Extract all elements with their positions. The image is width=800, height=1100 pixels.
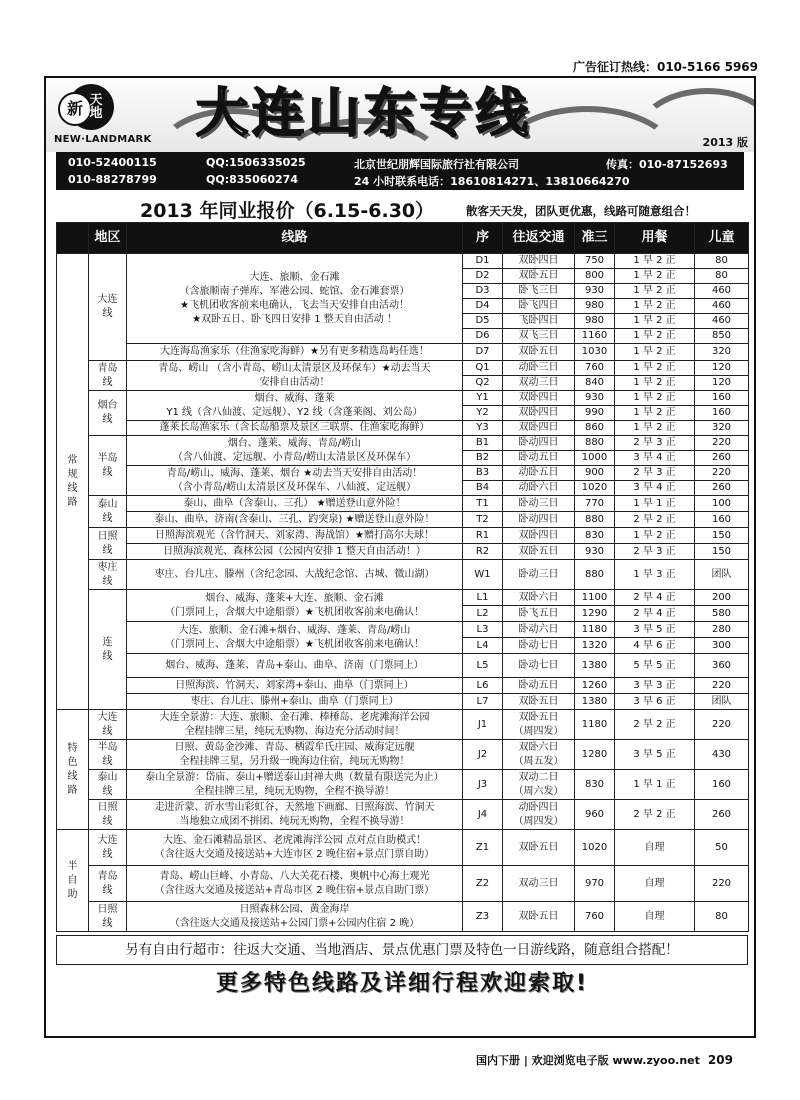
route-cell: 烟台、蓬莱、威海、青岛/崂山 （含八仙渡、定远舰、小青岛/崂山太清景区及环保车）	[127, 436, 463, 466]
meal-cell: 自理	[615, 830, 695, 866]
transport-cell: 动卧三日	[503, 361, 575, 376]
route-cell: 日照森林公园、黄金海岸 （含往返大交通及接送站+公园门票+公园内住宿 2 晚）	[127, 902, 463, 932]
transport-cell: 卧飞三日	[503, 284, 575, 299]
region-cell: 大连 线	[89, 254, 127, 361]
table-row	[57, 361, 749, 376]
seq-cell: Z2	[463, 866, 503, 902]
transport-cell: 卧动五日	[503, 678, 575, 694]
route-cell: 日照、黄岛金沙滩、青岛、栖霞牟氏庄园、威海定远舰 全程挂牌三星，另升级一晚海边住宿，纯玩无购物！	[127, 740, 463, 770]
price-cell: 990	[575, 406, 615, 421]
category-semi: 半 自 助	[57, 830, 89, 932]
child-price-cell: 160	[695, 391, 749, 406]
transport-cell: 双卧五日	[503, 269, 575, 284]
transport-cell: 飞卧四日	[503, 314, 575, 329]
child-price-cell: 150	[695, 528, 749, 544]
table-row	[57, 421, 749, 436]
seq-cell: Z3	[463, 902, 503, 932]
header-price: 准三	[575, 223, 615, 254]
seq-cell: L7	[463, 694, 503, 710]
transport-cell: 双卧四日	[503, 406, 575, 421]
child-price-cell: 220	[695, 866, 749, 902]
route-cell: 泰山全景游：岱庙、泰山+赠送泰山封禅大典（数量有限送完为止） 全程挂牌三星，纯玩无购物，全程不换导游！	[127, 770, 463, 800]
seq-cell: D6	[463, 329, 503, 344]
meal-cell: 1 早 2 正	[615, 329, 695, 344]
price-cell: 800	[575, 269, 615, 284]
table-row	[57, 436, 749, 451]
price-cell: 1380	[575, 654, 615, 678]
table-row	[57, 560, 749, 590]
meal-cell: 1 早 1 正	[615, 770, 695, 800]
child-price-cell: 团队	[695, 694, 749, 710]
table-row	[57, 528, 749, 544]
category-regular: 常 规 线 路	[57, 254, 89, 710]
region-cell: 大连 线	[89, 710, 127, 740]
category-special: 特 色 线 路	[57, 710, 89, 830]
table-row	[57, 466, 749, 481]
child-price-cell: 100	[695, 496, 749, 512]
meal-cell: 1 早 2 正	[615, 528, 695, 544]
child-price-cell: 220	[695, 436, 749, 451]
meal-cell: 1 早 2 正	[615, 376, 695, 391]
child-price-cell: 360	[695, 654, 749, 678]
transport-cell: 卧飞四日	[503, 299, 575, 314]
region-cell: 青岛 线	[89, 866, 127, 902]
transport-cell: 卧动七日	[503, 654, 575, 678]
child-price-cell: 团队	[695, 560, 749, 590]
meal-cell: 2 早 2 正	[615, 800, 695, 830]
seq-cell: B2	[463, 451, 503, 466]
seq-cell: D1	[463, 254, 503, 269]
price-cell: 840	[575, 376, 615, 391]
child-price-cell: 50	[695, 830, 749, 866]
edition-label: 2013 版	[702, 136, 748, 149]
meal-cell: 1 早 2 正	[615, 361, 695, 376]
price-cell: 750	[575, 254, 615, 269]
transport-cell: 动卧四日 （周四发）	[503, 800, 575, 830]
meal-cell: 1 早 2 正	[615, 391, 695, 406]
child-price-cell: 80	[695, 269, 749, 284]
meal-cell: 1 早 2 正	[615, 269, 695, 284]
region-cell: 烟台 线	[89, 391, 127, 436]
region-cell: 泰山 线	[89, 496, 127, 528]
child-price-cell: 220	[695, 678, 749, 694]
table-row	[57, 678, 749, 694]
table-row	[57, 512, 749, 528]
price-cell: 770	[575, 496, 615, 512]
price-cell: 760	[575, 902, 615, 932]
price-cell: 880	[575, 512, 615, 528]
child-price-cell: 850	[695, 329, 749, 344]
fax-number: 传真：010-87152693	[606, 158, 728, 171]
seq-cell: L1	[463, 590, 503, 606]
table-row	[57, 770, 749, 800]
child-price-cell: 80	[695, 902, 749, 932]
price-cell: 860	[575, 421, 615, 436]
route-cell: 泰山、曲阜（含泰山、三孔） ★赠送登山意外险！	[127, 496, 463, 512]
price-cell: 1320	[575, 638, 615, 654]
qq-2: QQ:835060274	[206, 173, 298, 186]
price-cell: 1180	[575, 622, 615, 638]
seq-cell: J2	[463, 740, 503, 770]
meal-cell: 1 早 2 正	[615, 284, 695, 299]
region-cell: 大连 线	[89, 830, 127, 866]
child-price-cell: 120	[695, 361, 749, 376]
route-cell: 泰山、曲阜、济南(含泰山、三孔、趵突泉) ★赠送登山意外险！	[127, 512, 463, 528]
seq-cell: R1	[463, 528, 503, 544]
child-price-cell: 320	[695, 421, 749, 436]
route-cell: 大连海岛渔家乐（住渔家吃海鲜）★另有更多精选岛屿任选！	[127, 344, 463, 361]
price-title: 2013 年同业报价（6.15-6.30）	[140, 200, 435, 222]
meal-cell: 2 早 2 正	[615, 710, 695, 740]
header-banner	[46, 78, 754, 152]
meal-cell: 1 早 2 正	[615, 421, 695, 436]
route-cell: 烟台、威海、蓬莱、青岛+泰山、曲阜、济南（门票同上）	[127, 654, 463, 678]
header-transport: 往返交通	[503, 223, 575, 254]
price-cell: 930	[575, 544, 615, 560]
child-price-cell: 220	[695, 710, 749, 740]
route-cell: 青岛、崂山 （含小青岛、崂山太清景区及环保车）★动去当天 安排自由活动！	[127, 361, 463, 391]
transport-cell: 卧动五日	[503, 451, 575, 466]
seq-cell: Y3	[463, 421, 503, 436]
transport-cell: 双卧六日 （周五发）	[503, 740, 575, 770]
table-row	[57, 654, 749, 678]
route-cell: 日照海滨观光、森林公园（公园内安排 1 整天自由活动！）	[127, 544, 463, 560]
child-price-cell: 160	[695, 512, 749, 528]
seq-cell: T1	[463, 496, 503, 512]
seq-cell: D7	[463, 344, 503, 361]
route-cell: 枣庄、台儿庄、滕州（含纪念园、大战纪念馆、古城、微山湖）	[127, 560, 463, 590]
table-row	[57, 694, 749, 710]
meal-cell: 1 早 2 正	[615, 299, 695, 314]
table-row	[57, 710, 749, 740]
region-cell: 日照 线	[89, 528, 127, 560]
route-cell: 青岛、崂山巨峰、小青岛、八大关花石楼、奥帆中心海上观光 （含往返大交通及接送站+青岛市区 2 晚住宿+景点自助门票）	[127, 866, 463, 902]
route-cell: 枣庄、台儿庄、滕州+泰山、曲阜（门票同上）	[127, 694, 463, 710]
phone-1: 010-52400115	[68, 156, 157, 169]
price-cell: 1000	[575, 451, 615, 466]
table-row	[57, 830, 749, 866]
table-row	[57, 800, 749, 830]
transport-cell: 双卧五日	[503, 344, 575, 361]
route-cell: 大连、旅顺、金石滩+烟台、威海、蓬莱、青岛/崂山 （门票同上、含烟大中途船票）★飞机团收客前来电确认！	[127, 622, 463, 654]
transport-cell: 卧动七日	[503, 638, 575, 654]
seq-cell: J1	[463, 710, 503, 740]
transport-cell: 双卧四日	[503, 391, 575, 406]
seq-cell: L6	[463, 678, 503, 694]
brand-logo: 新 天地	[58, 82, 124, 134]
meal-cell: 3 早 5 正	[615, 740, 695, 770]
seq-cell: T2	[463, 512, 503, 528]
route-cell: 大连、金石滩精品景区、老虎滩海洋公园 点对点自助模式！ （含往返大交通及接送站+大连市区 2 晚住宿+景点门票自助）	[127, 830, 463, 866]
region-cell: 青岛 线	[89, 361, 127, 391]
transport-cell: 卧动四日	[503, 436, 575, 451]
table-row	[57, 254, 749, 269]
price-cell: 980	[575, 299, 615, 314]
price-cell: 980	[575, 314, 615, 329]
price-cell: 900	[575, 466, 615, 481]
price-cell: 1100	[575, 590, 615, 606]
child-price-cell: 220	[695, 466, 749, 481]
transport-cell: 双卧五日 （周四发）	[503, 710, 575, 740]
route-cell: 走进沂蒙、沂水雪山彩虹谷、天然地下画廊、日照海滨、竹洞天 当地独立成团不拼团、纯玩无购物，全程不换导游！	[127, 800, 463, 830]
seq-cell: D4	[463, 299, 503, 314]
table-row	[57, 496, 749, 512]
child-price-cell: 160	[695, 770, 749, 800]
price-cell: 970	[575, 866, 615, 902]
meal-cell: 4 早 6 正	[615, 638, 695, 654]
transport-cell: 卧动四日	[503, 512, 575, 528]
price-cell: 760	[575, 361, 615, 376]
seq-cell: L2	[463, 606, 503, 622]
page-title: 大连山东专线	[196, 83, 533, 144]
price-cell: 1260	[575, 678, 615, 694]
child-price-cell: 260	[695, 800, 749, 830]
region-cell: 日照 线	[89, 800, 127, 830]
contact-bar	[56, 152, 744, 190]
table-row	[57, 590, 749, 606]
meal-cell: 5 早 5 正	[615, 654, 695, 678]
meal-cell: 2 早 4 正	[615, 590, 695, 606]
child-price-cell: 280	[695, 622, 749, 638]
route-cell: 大连全景游：大连、旅顺、金石滩、棒棰岛、老虎滩海洋公园 全程挂牌三星，纯玩无购物、海边充分活动时间！	[127, 710, 463, 740]
child-price-cell: 460	[695, 314, 749, 329]
price-subtitle: 散客天天发，团队更优惠，线路可随意组合！	[466, 204, 696, 218]
price-cell: 1290	[575, 606, 615, 622]
price-cell: 960	[575, 800, 615, 830]
seq-cell: B4	[463, 481, 503, 496]
price-cell: 1380	[575, 694, 615, 710]
transport-cell: 双动三日	[503, 376, 575, 391]
child-price-cell: 430	[695, 740, 749, 770]
table-row	[57, 902, 749, 932]
table-row	[57, 391, 749, 406]
region-cell: 枣庄 线	[89, 560, 127, 590]
meal-cell: 3 早 6 正	[615, 694, 695, 710]
transport-cell: 双卧四日	[503, 421, 575, 436]
header-route: 线路	[127, 223, 463, 254]
region-cell: 半岛 线	[89, 436, 127, 496]
region-cell: 日照 线	[89, 902, 127, 932]
header-seq: 序	[463, 223, 503, 254]
route-cell: 青岛/崂山、威海、蓬莱、烟台 ★动去当天安排自由活动！ （含小青岛/崂山太清景区及环保车、八仙渡、定远舰）	[127, 466, 463, 496]
transport-cell: 卧动三日	[503, 496, 575, 512]
table-row	[57, 344, 749, 361]
price-cell: 880	[575, 560, 615, 590]
header-meal: 用餐	[615, 223, 695, 254]
more-routes-banner: 更多特色线路及详细行程欢迎索取!	[215, 971, 589, 996]
child-price-cell: 150	[695, 544, 749, 560]
meal-cell: 自理	[615, 866, 695, 902]
table-row	[57, 866, 749, 902]
meal-cell: 1 早 3 正	[615, 560, 695, 590]
price-cell: 830	[575, 528, 615, 544]
seq-cell: L5	[463, 654, 503, 678]
hotline-24h: 24 小时联系电话：18610814271、13810664270	[354, 175, 630, 188]
meal-cell: 3 早 5 正	[615, 622, 695, 638]
price-cell: 1020	[575, 481, 615, 496]
region-cell: 泰山 线	[89, 770, 127, 800]
meal-cell: 3 早 3 正	[615, 678, 695, 694]
price-table	[56, 222, 749, 932]
ad-hotline: 广告征订热线：010-5166 5969	[572, 60, 758, 74]
price-cell: 930	[575, 391, 615, 406]
child-price-cell: 300	[695, 638, 749, 654]
seq-cell: D5	[463, 314, 503, 329]
child-price-cell: 200	[695, 590, 749, 606]
table-header-row	[57, 223, 749, 254]
seq-cell: Q1	[463, 361, 503, 376]
transport-cell: 双飞三日	[503, 329, 575, 344]
route-cell: 日照海滨、竹洞天、刘家湾+泰山、曲阜（门票同上）	[127, 678, 463, 694]
seq-cell: B3	[463, 466, 503, 481]
route-cell: 烟台、威海、蓬莱+大连、旅顺、金石滩 （门票同上，含烟大中途船票）★飞机团收客前来电确认！	[127, 590, 463, 622]
meal-cell: 2 早 3 正	[615, 436, 695, 451]
price-cell: 930	[575, 284, 615, 299]
child-price-cell: 460	[695, 299, 749, 314]
meal-cell: 1 早 2 正	[615, 344, 695, 361]
transport-cell: 动卧五日	[503, 466, 575, 481]
transport-cell: 动卧六日	[503, 481, 575, 496]
seq-cell: Y2	[463, 406, 503, 421]
region-cell: 半岛 线	[89, 740, 127, 770]
price-cell: 1020	[575, 830, 615, 866]
transport-cell: 双卧四日	[503, 254, 575, 269]
child-price-cell: 260	[695, 451, 749, 466]
company-name: 北京世纪朋辉国际旅行社有限公司	[354, 158, 519, 171]
seq-cell: J4	[463, 800, 503, 830]
price-cell: 1180	[575, 710, 615, 740]
page-footer: 国内下册 | 欢迎浏览电子版 www.zyoo.net 209	[476, 1053, 733, 1067]
seq-cell: Y1	[463, 391, 503, 406]
transport-cell: 双卧六日	[503, 590, 575, 606]
transport-cell: 双动三日	[503, 866, 575, 902]
child-price-cell: 320	[695, 344, 749, 361]
table-row	[57, 622, 749, 638]
header-child: 儿童	[695, 223, 749, 254]
transport-cell: 双卧五日	[503, 902, 575, 932]
child-price-cell: 120	[695, 376, 749, 391]
brand-name-en: NEW·LANDMARK	[54, 134, 152, 145]
child-price-cell: 580	[695, 606, 749, 622]
seq-cell: W1	[463, 560, 503, 590]
seq-cell: L4	[463, 638, 503, 654]
meal-cell: 2 早 3 正	[615, 544, 695, 560]
seq-cell: Q2	[463, 376, 503, 391]
transport-cell: 卧动三日	[503, 560, 575, 590]
table-row	[57, 544, 749, 560]
meal-cell: 1 早 2 正	[615, 314, 695, 329]
transport-cell: 双卧四日	[503, 528, 575, 544]
child-price-cell: 80	[695, 254, 749, 269]
phone-2: 010-88278799	[68, 173, 157, 186]
header-region: 地区	[89, 223, 127, 254]
page-number: 209	[707, 1053, 733, 1067]
seq-cell: L3	[463, 622, 503, 638]
transport-cell: 卧飞五日	[503, 606, 575, 622]
route-cell: 蓬莱长岛渔家乐（含长岛船票及景区三联票、住渔家吃海鲜）	[127, 421, 463, 436]
meal-cell: 2 早 2 正	[615, 512, 695, 528]
qq-1: QQ:1506335025	[206, 156, 306, 169]
child-price-cell: 260	[695, 481, 749, 496]
meal-cell: 自理	[615, 902, 695, 932]
meal-cell: 3 早 4 正	[615, 451, 695, 466]
meal-cell: 1 早 1 正	[615, 496, 695, 512]
route-cell: 日照海滨观光（含竹洞天、刘家湾、海战馆）★赠打高尔夫球！	[127, 528, 463, 544]
table-row	[57, 740, 749, 770]
meal-cell: 3 早 4 正	[615, 481, 695, 496]
price-cell: 1030	[575, 344, 615, 361]
seq-cell: J3	[463, 770, 503, 800]
transport-cell: 双卧五日	[503, 694, 575, 710]
seq-cell: D3	[463, 284, 503, 299]
route-cell: 大连、旅顺、金石滩 （含旅顺南子弹库、军港公园、蛇馆、金石滩套票） ★飞机团收客前来电确认，飞去当天安排自由活动！ ★双卧五日、卧飞四日安排 1 整天自由活动 ！	[127, 254, 463, 344]
seq-cell: D2	[463, 269, 503, 284]
price-cell: 1160	[575, 329, 615, 344]
seq-cell: B1	[463, 436, 503, 451]
route-cell: 烟台、威海、蓬莱 Y1 线（含八仙渡、定远舰）、Y2 线（含蓬莱阁、刘公岛）	[127, 391, 463, 421]
transport-cell: 双动二日 （周六发）	[503, 770, 575, 800]
extra-note: 另有自由行超市：往返大交通、当地酒店、景点优惠门票及特色一日游线路，随意组合搭配！	[56, 935, 748, 965]
meal-cell: 2 早 4 正	[615, 606, 695, 622]
transport-cell: 双卧五日	[503, 544, 575, 560]
region-cell: 连 线	[89, 590, 127, 710]
price-cell: 830	[575, 770, 615, 800]
seq-cell: Z1	[463, 830, 503, 866]
transport-cell: 卧动六日	[503, 622, 575, 638]
child-price-cell: 460	[695, 284, 749, 299]
meal-cell: 1 早 2 正	[615, 406, 695, 421]
price-cell: 880	[575, 436, 615, 451]
transport-cell: 双卧五日	[503, 830, 575, 866]
meal-cell: 2 早 3 正	[615, 466, 695, 481]
child-price-cell: 160	[695, 406, 749, 421]
meal-cell: 1 早 2 正	[615, 254, 695, 269]
seq-cell: R2	[463, 544, 503, 560]
price-cell: 1280	[575, 740, 615, 770]
